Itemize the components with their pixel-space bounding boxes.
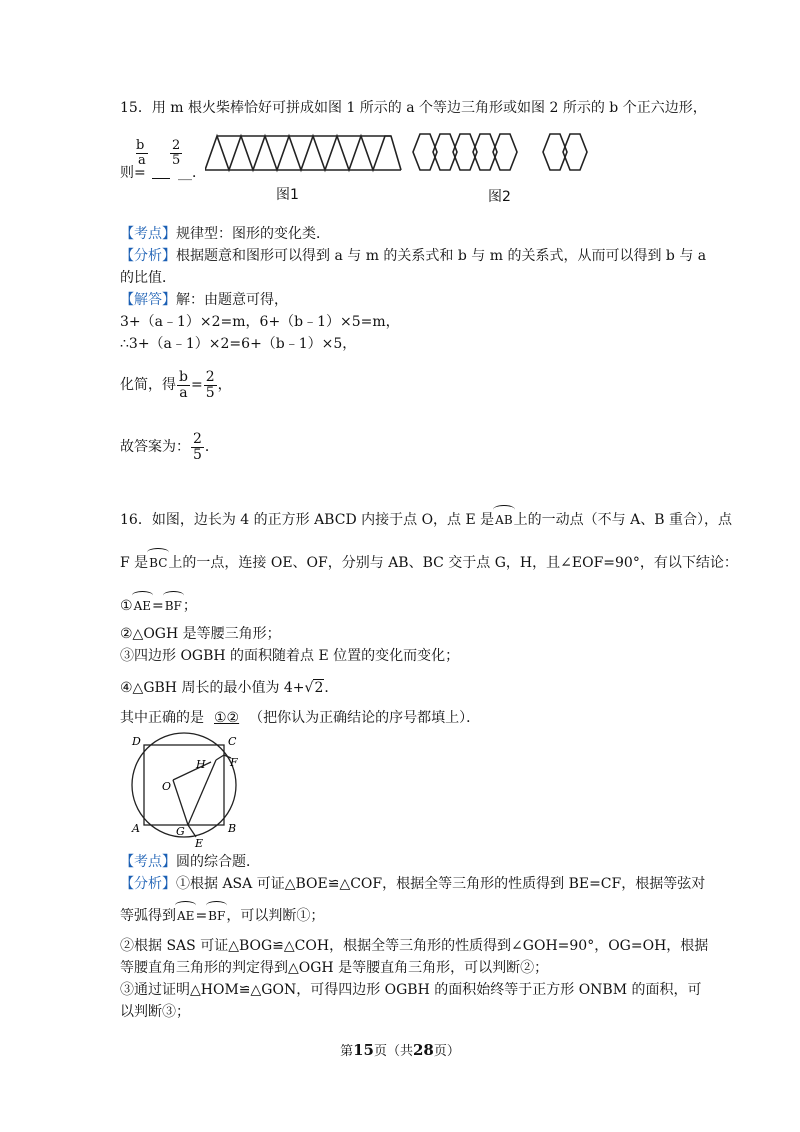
q16-kaodian: 【考点】圆的综合题． (120, 854, 260, 870)
q16-circle-figure (118, 730, 248, 850)
q15-figure-1-triangles (205, 130, 405, 180)
label-G: G (176, 825, 185, 838)
q16-fenxi-1: 【分析】①根据 ASA 可证△BOE≌△COF，根据全等三角形的性质得到 BE=CF，根据等弦对 (120, 876, 706, 892)
q15-kaodian: 【考点】规律型：图形的变化类． (120, 226, 330, 242)
q16-text-1: 16．如图，边长为 4 的正方形 ABCD 内接于点 O，点 E 是AB上的一动点（不与 A、B 重合），点 (120, 512, 732, 528)
label-E: E (195, 837, 204, 850)
q16-conclusion-3: ③四边形 OGBH 的面积随着点 E 位置的变化而变化； (120, 648, 460, 664)
q15-jieda-2: 3+（a﹣1）×2=m，6+（b﹣1）×5=m， (120, 314, 400, 330)
q16-fenxi-5: ③通过证明△HOM≌△GON，可得四边形 OGBH 的面积始终等于正方形 ONBM 的面积，可 (120, 982, 702, 998)
label-F: F (230, 756, 238, 769)
q15-figure-2-hexagons (408, 130, 598, 180)
label-C: C (228, 735, 237, 748)
q15-fenxi-2: 的比值． (120, 270, 176, 286)
q16-fenxi-2: 等弧得到AE=BF，可以判断①； (120, 908, 325, 924)
q15-blank-end: __． (178, 165, 206, 181)
label-B: B (228, 822, 237, 835)
label-D: D (132, 735, 141, 748)
q16-fenxi-4: 等腰直角三角形的判定得到△OGH 是等腰直角三角形，可以判断②； (120, 960, 549, 976)
label-O: O (162, 780, 172, 793)
q15-jieda-1: 【解答】解：由题意可得， (120, 292, 288, 308)
q15-ans-num: 2 (172, 138, 181, 153)
q15-jieda-3: ∴3+（a﹣1）×2=6+（b﹣1）×5， (120, 336, 357, 352)
q16-fenxi-6: 以判断③； (120, 1004, 190, 1020)
q15-fenxi-1: 【分析】根据题意和图形可以得到 a 与 m 的关系式和 b 与 m 的关系式，从而可以得到 b 与 a (120, 248, 707, 264)
q15-simplify: 化简，得 $\frac{b}{a}$ = $\frac{2}{5}$ ， (120, 368, 232, 401)
q16-conclusion-2: ②△OGH 是等腰三角形； (120, 626, 281, 642)
q15-ans-den: 5 (172, 153, 181, 168)
q15-blank (152, 178, 170, 179)
label-H: H (196, 758, 206, 771)
page-footer: 第15页（共28页） (340, 1041, 460, 1059)
q16-text-2: F 是BC上的一点，连接 OE、OF，分别与 AB、BC 交于点 G，H，且∠EOF=90°，有以下结论： (120, 555, 738, 571)
q16-conclusion-4: ④△GBH 周长的最小值为 4+√2． (120, 680, 339, 696)
q16-correct: 其中正确的是 ①② （把你认为正确结论的序号都填上）． (120, 710, 481, 726)
q15-frac-den: a (138, 153, 146, 168)
q15-fig2-label: 图2 (488, 189, 511, 205)
q16-conclusion-1: ①AE=BF； (120, 598, 197, 614)
q15-answer: 故答案为： $\frac{2}{5}$ ． (120, 430, 219, 463)
q15-text: 15．用 m 根火柴棒恰好可拼成如图 1 所示的 a 个等边三角形或如图 2 所示的 b 个正六边形， (120, 100, 707, 116)
q15-zhe: 则= (120, 165, 146, 181)
q15-frac-num: b (136, 138, 145, 153)
q16-fenxi-3: ②根据 SAS 可证△BOG≌△COH，根据全等三角形的性质得到∠GOH=90°，OG=OH，根据 (120, 938, 709, 954)
q15-fig1-label: 图1 (276, 187, 299, 203)
label-A: A (132, 822, 140, 835)
